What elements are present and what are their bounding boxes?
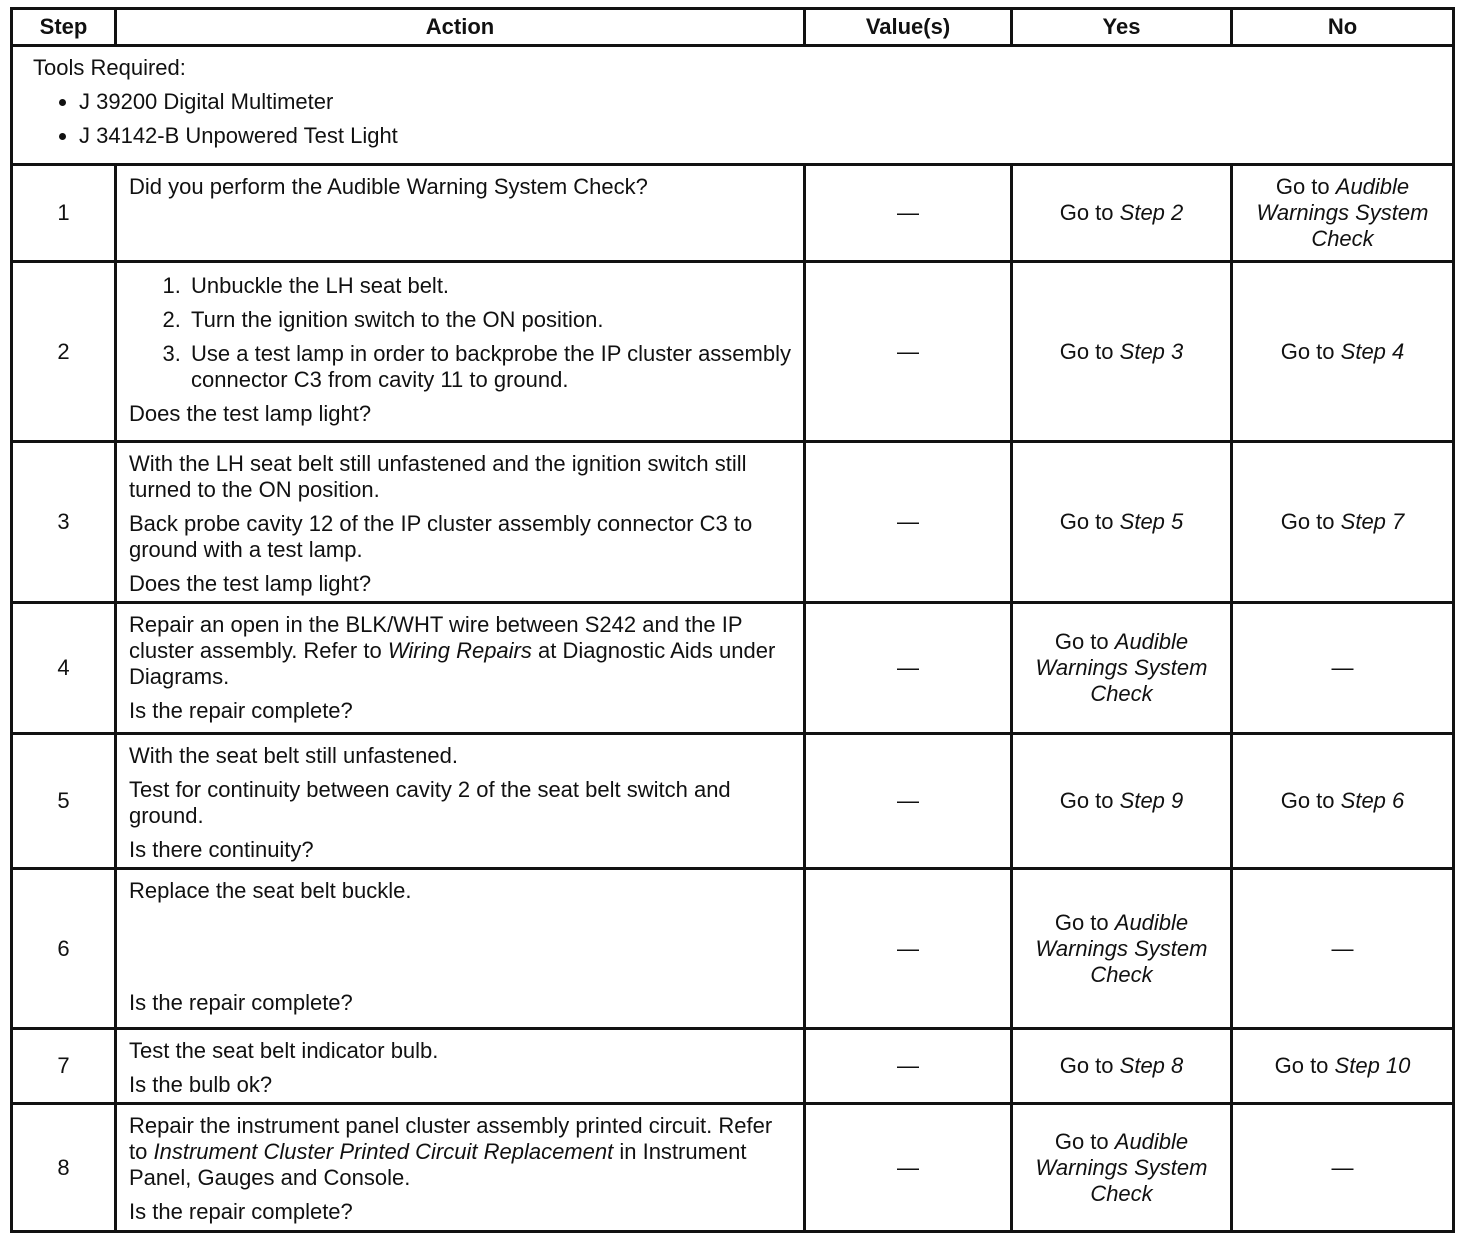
header-row: [12, 9, 1454, 46]
no-cell: —: [1232, 1104, 1454, 1232]
action-text: Did you perform the Audible Warning System Check?: [129, 174, 648, 199]
action-question: Does the test lamp light?: [129, 571, 372, 596]
header-values: Value(s): [805, 9, 1012, 46]
yes-cell: [1012, 1029, 1232, 1104]
table-row: [12, 262, 1454, 442]
yes-prefix: Go to: [1059, 788, 1114, 813]
step-number: 5: [12, 734, 116, 869]
action-cell: [116, 262, 805, 442]
action-text-part: Repair the instrument panel cluster assembly printed circuit. Refer to: [129, 1113, 773, 1164]
value-cell: —: [805, 734, 1012, 869]
yes-prefix: Go to: [1059, 1053, 1114, 1078]
action-cell: [116, 165, 805, 262]
step-number: 4: [12, 603, 116, 734]
step-number: 7: [12, 1029, 116, 1104]
header-no: No: [1232, 9, 1454, 46]
action-cell: [116, 1029, 805, 1104]
yes-cell: [1012, 442, 1232, 603]
action-list-item: 2. Turn the ignition switch to the ON position.: [187, 307, 791, 333]
tools-item: • J 34142-B Unpowered Test Light: [79, 123, 1432, 149]
step-number: 1: [12, 165, 116, 262]
action-text-part: in Instrument Panel, Gauges and Console.: [129, 1139, 747, 1190]
tools-title: Tools Required:: [33, 55, 186, 80]
diagnostic-table: [10, 7, 1455, 1233]
action-text: Replace the seat belt buckle.: [129, 878, 412, 903]
table-row: [12, 1104, 1454, 1232]
no-cell: [1232, 442, 1454, 603]
action-text: [129, 1113, 791, 1191]
action-text: Back probe cavity 12 of the IP cluster assembly connector C3 to ground with a test lamp.: [129, 511, 753, 562]
no-link[interactable]: Step 10: [1334, 1053, 1411, 1078]
yes-cell: [1012, 165, 1232, 262]
step-number: 2: [12, 262, 116, 442]
no-prefix: Go to: [1280, 338, 1335, 364]
value-cell: —: [805, 262, 1012, 442]
action-question: Is the repair complete?: [129, 990, 353, 1015]
table-row: [12, 734, 1454, 869]
yes-link[interactable]: Audible Warnings System Check: [1035, 909, 1208, 987]
yes-prefix: Go to: [1059, 509, 1114, 534]
yes-link[interactable]: Audible Warnings System Check: [1035, 1128, 1208, 1206]
header-action: Action: [116, 9, 805, 46]
header-step: Step: [12, 9, 116, 46]
yes-cell: [1012, 734, 1232, 869]
action-text: With the LH seat belt still unfastened and the ignition switch still turned to the ON position.: [129, 451, 747, 502]
no-link[interactable]: Step 7: [1340, 509, 1405, 534]
action-question: Is there continuity?: [129, 837, 314, 862]
table-row: [12, 869, 1454, 1029]
yes-link[interactable]: Step 3: [1119, 338, 1184, 364]
yes-link[interactable]: Step 2: [1119, 200, 1184, 225]
no-prefix: Go to: [1274, 1053, 1329, 1078]
value-cell: —: [805, 1029, 1012, 1104]
action-question: Is the repair complete?: [129, 698, 353, 723]
action-cell: [116, 869, 805, 1029]
no-cell: [1232, 1029, 1454, 1104]
value-cell: —: [805, 165, 1012, 262]
no-link[interactable]: Step 4: [1340, 338, 1405, 364]
value-cell: —: [805, 869, 1012, 1029]
step-number: 8: [12, 1104, 116, 1232]
action-text: Test the seat belt indicator bulb.: [129, 1038, 439, 1063]
no-prefix: Go to: [1280, 788, 1335, 813]
yes-prefix: Go to: [1054, 1128, 1109, 1154]
action-cell: [116, 603, 805, 734]
action-list-item: 1. Unbuckle the LH seat belt.: [187, 273, 791, 299]
header-yes: Yes: [1012, 9, 1232, 46]
tools-item: • J 39200 Digital Multimeter: [79, 89, 1432, 115]
yes-cell: [1012, 603, 1232, 734]
yes-prefix: Go to: [1054, 909, 1109, 935]
action-question: Is the bulb ok?: [129, 1072, 273, 1097]
no-prefix: Go to: [1275, 174, 1330, 199]
yes-link[interactable]: Step 9: [1119, 788, 1184, 813]
yes-cell: [1012, 262, 1232, 442]
no-cell: —: [1232, 869, 1454, 1029]
no-cell: [1232, 165, 1454, 262]
no-link[interactable]: Step 6: [1340, 788, 1405, 813]
action-cell: [116, 442, 805, 603]
action-list: [129, 273, 791, 393]
action-list-item: 3. Use a test lamp in order to backprobe the IP cluster assembly connector C3 from cavity 11 to ground.: [187, 341, 791, 393]
action-text: [129, 612, 791, 690]
yes-prefix: Go to: [1059, 200, 1114, 225]
table-row: [12, 442, 1454, 603]
no-cell: —: [1232, 603, 1454, 734]
no-cell: [1232, 734, 1454, 869]
yes-cell: [1012, 1104, 1232, 1232]
tools-cell: [12, 46, 1454, 165]
yes-prefix: Go to: [1059, 338, 1114, 364]
action-text-part: at Diagnostic Aids under Diagrams.: [129, 638, 776, 689]
value-cell: —: [805, 603, 1012, 734]
action-text: With the seat belt still unfastened.: [129, 743, 458, 768]
step-number: 3: [12, 442, 116, 603]
table-row: [12, 1029, 1454, 1104]
tools-list: [33, 89, 1432, 149]
no-prefix: Go to: [1280, 509, 1335, 534]
action-text-part: Repair an open in the BLK/WHT wire between S242 and the IP cluster assembly. Refer to: [129, 612, 743, 663]
action-text: Test for continuity between cavity 2 of the seat belt switch and ground.: [129, 777, 731, 828]
action-cell: [116, 734, 805, 869]
instrument-cluster-link[interactable]: Instrument Cluster Printed Circuit Replacement: [153, 1139, 614, 1164]
yes-link[interactable]: Step 5: [1119, 509, 1184, 534]
table-row: [12, 165, 1454, 262]
no-cell: [1232, 262, 1454, 442]
yes-link[interactable]: Step 8: [1119, 1053, 1184, 1078]
no-link[interactable]: Audible Warnings System Check: [1256, 174, 1429, 251]
action-question: Is the repair complete?: [129, 1199, 353, 1224]
wiring-repairs-link[interactable]: Wiring Repairs: [387, 638, 532, 663]
step-number: 6: [12, 869, 116, 1029]
value-cell: —: [805, 442, 1012, 603]
value-cell: —: [805, 1104, 1012, 1232]
yes-prefix: Go to: [1054, 629, 1109, 654]
yes-cell: [1012, 869, 1232, 1029]
yes-link[interactable]: Audible Warnings System Check: [1035, 629, 1208, 706]
tools-row: [12, 46, 1454, 165]
action-cell: [116, 1104, 805, 1232]
action-question: Does the test lamp light?: [129, 401, 372, 426]
table-row: [12, 603, 1454, 734]
